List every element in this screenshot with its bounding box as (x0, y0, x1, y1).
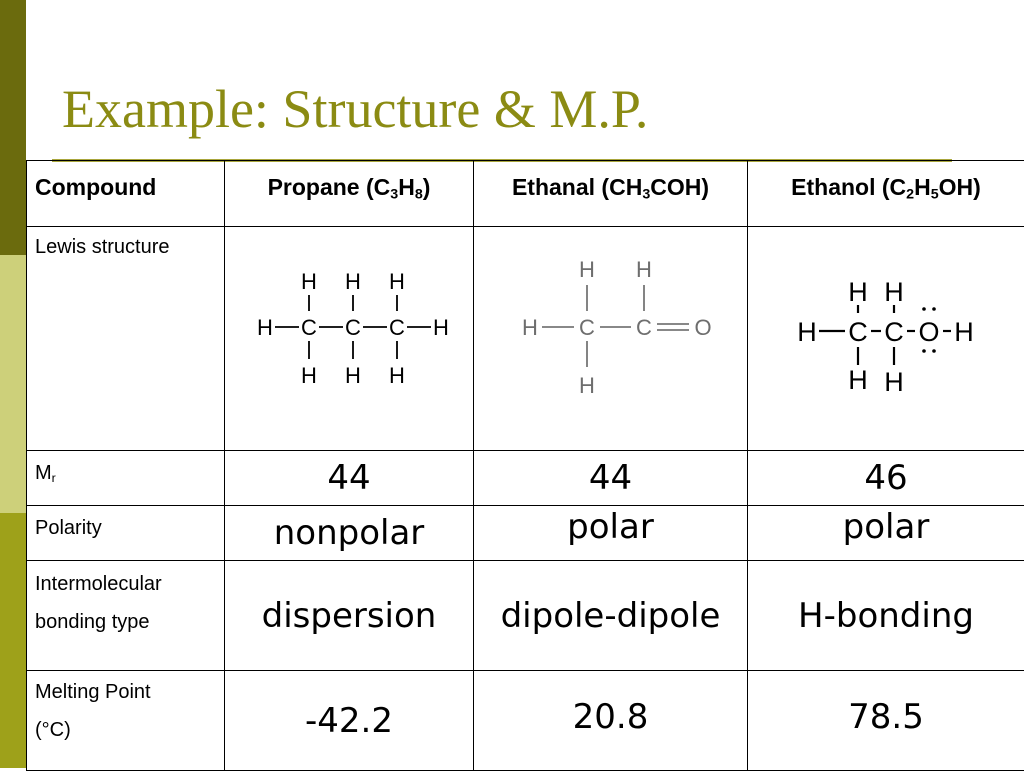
mp-label-cell (27, 671, 225, 771)
bonding-label: Intermolecular bonding type (27, 561, 224, 641)
ethanal-atom: C (636, 315, 652, 340)
propane-polarity: nonpolar (225, 506, 474, 561)
propane-bonding: dispersion (225, 561, 474, 671)
ethanal-structure-cell (474, 227, 748, 451)
ethanal-mr: 44 (474, 451, 748, 506)
mr-row (27, 451, 1024, 506)
propane-atom: H (345, 363, 361, 388)
ethanal-atom: C (579, 315, 595, 340)
propane-atom: H (389, 363, 405, 388)
ethanol-atom: H (884, 367, 904, 397)
propane-atom: H (389, 269, 405, 294)
ethanol-atom: H (848, 365, 868, 395)
propane-atom: H (301, 269, 317, 294)
mr-label: $M_r$ (27, 451, 224, 490)
melting-point-row (27, 671, 1024, 771)
ethanol-structure-cell (748, 227, 1024, 451)
ethanol-polarity: polar (748, 506, 1024, 561)
polarity-row (27, 506, 1024, 561)
ethanol-atom: H (884, 277, 904, 307)
comparison-table (26, 160, 1024, 771)
propane-atom: H (257, 315, 273, 340)
sidebar-band-middle (0, 255, 26, 513)
ethanol-atom: H (954, 317, 974, 347)
ethanol-atom: C (884, 317, 904, 347)
bonding-label-cell (27, 561, 225, 671)
ethanol-atom: H (848, 277, 868, 307)
propane-structure-cell (225, 227, 474, 451)
ethanal-atom: H (636, 257, 652, 282)
slide-title: Example: Structure & M.P. (62, 78, 648, 140)
propane-lewis-structure (225, 227, 474, 445)
ethanal-atom: H (522, 315, 538, 340)
polarity-label: Polarity (27, 506, 224, 540)
propane-atom: H (301, 363, 317, 388)
sidebar-band-bottom (0, 513, 26, 768)
propane-atom: H (433, 315, 449, 340)
ethanol-mp: 78.5 (748, 671, 1024, 771)
header-propane: Propane $(C_3H_8)$ (225, 161, 474, 227)
lewis-row (27, 227, 1024, 451)
propane-atom: C (301, 315, 317, 340)
ethanal-mp: 20.8 (474, 671, 748, 771)
propane-mr: 44 (225, 451, 474, 506)
ethanol-lewis-structure (748, 227, 1024, 445)
polarity-label-cell (27, 506, 225, 561)
propane-mp: -42.2 (225, 671, 474, 771)
ethanol-atom: C (848, 317, 868, 347)
propane-atom: H (345, 269, 361, 294)
ethanal-atom: O (694, 315, 711, 340)
mp-label: Melting Point (°C) (27, 671, 224, 749)
bonding-row (27, 561, 1024, 671)
ethanol-mr: 46 (748, 451, 1024, 506)
header-ethanol: Ethanol $(C_2H_5OH)$ (748, 161, 1024, 227)
ethanol-bonding: H-bonding (748, 561, 1024, 671)
propane-atom: C (345, 315, 361, 340)
header-compound: Compound (27, 161, 225, 227)
ethanal-atom: H (579, 373, 595, 398)
lewis-label-cell (27, 227, 225, 451)
ethanal-polarity: polar (474, 506, 748, 561)
ethanol-atom: H (797, 317, 817, 347)
mr-label-cell (27, 451, 225, 506)
propane-atom: C (389, 315, 405, 340)
ethanal-atom: H (579, 257, 595, 282)
lewis-label: Lewis structure (27, 227, 224, 259)
ethanal-lewis-structure (474, 227, 748, 445)
ethanal-bonding: dipole-dipole (474, 561, 748, 671)
header-row (27, 161, 1024, 227)
sidebar-band-top (0, 0, 26, 255)
ethanol-atom: O (918, 317, 939, 347)
header-ethanal: Ethanal $(CH_3COH)$ (474, 161, 748, 227)
